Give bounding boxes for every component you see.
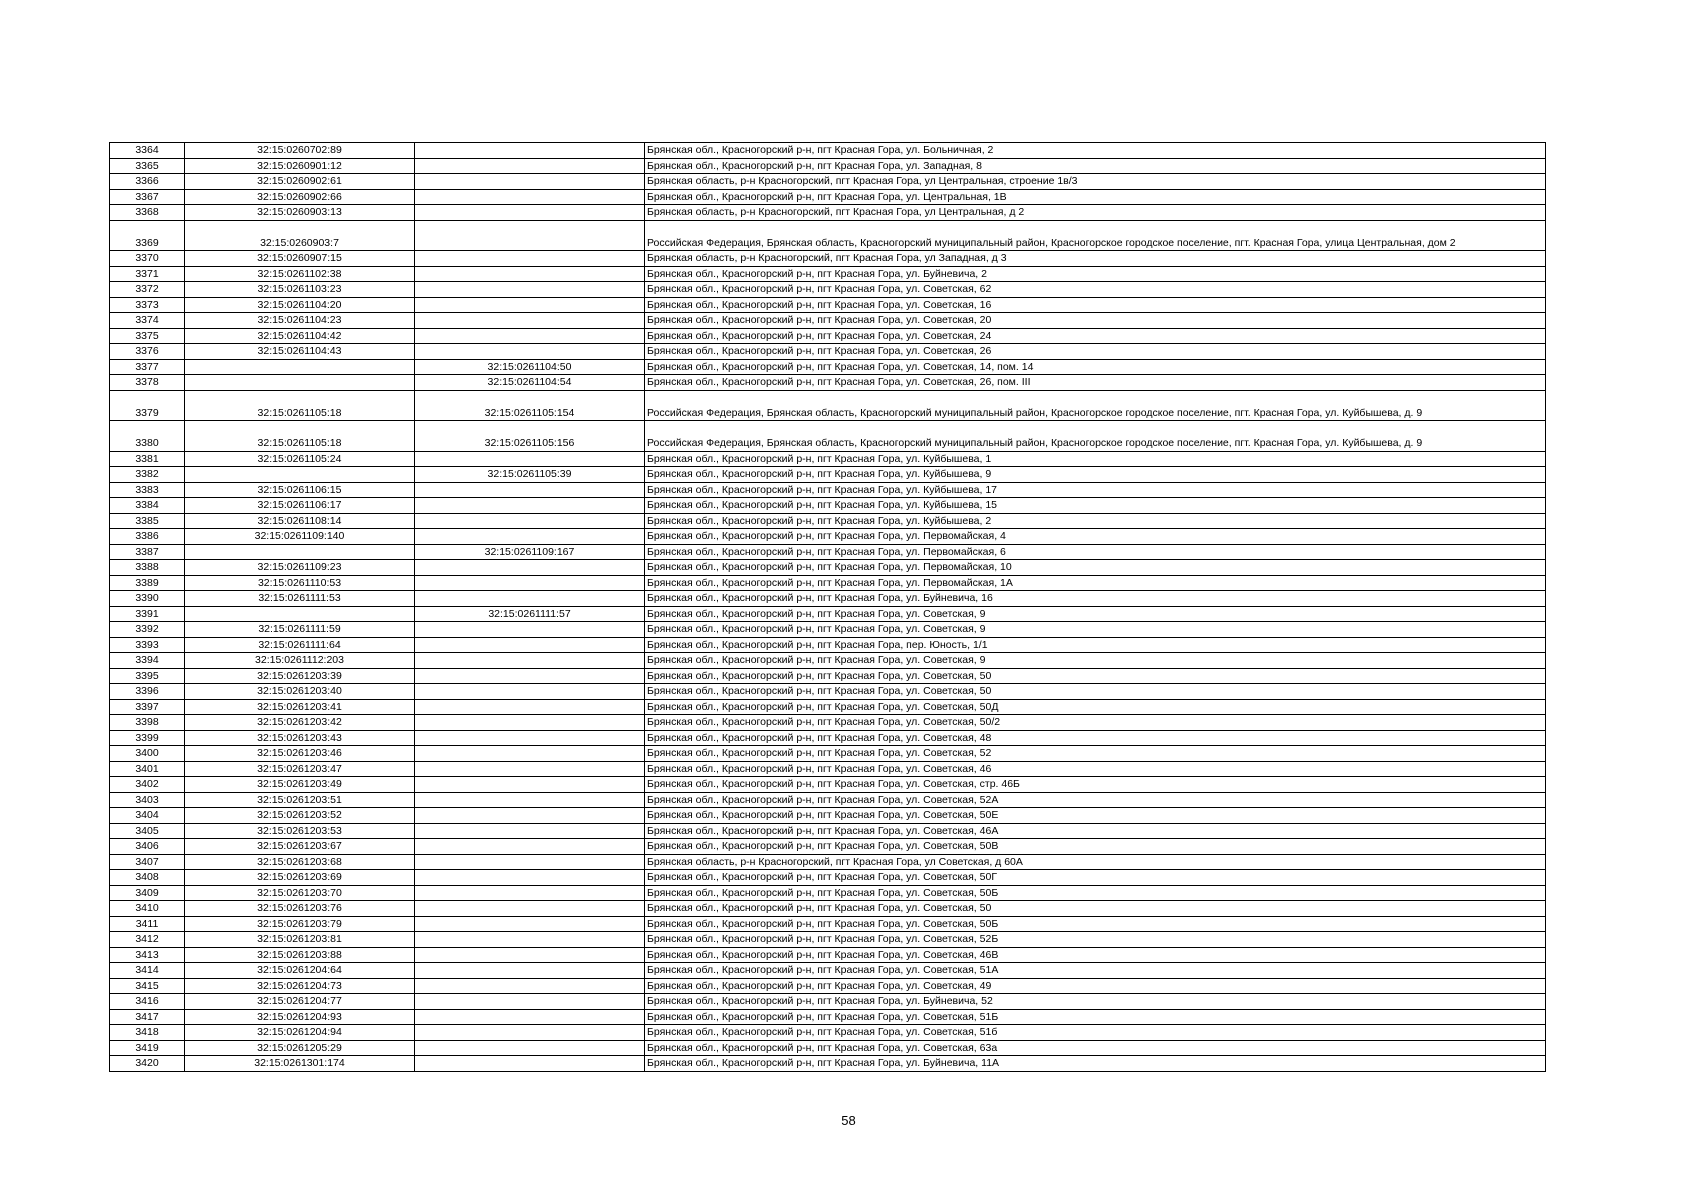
table-row xyxy=(110,451,1546,467)
sub-object-number-cell: 32:15:0261105:154 xyxy=(415,390,645,421)
sub-object-number-cell xyxy=(415,777,645,793)
row-number-cell: 3414 xyxy=(110,963,185,979)
sub-object-number-cell xyxy=(415,1009,645,1025)
row-number-cell: 3396 xyxy=(110,684,185,700)
row-number-cell: 3390 xyxy=(110,591,185,607)
address-cell: Брянская обл., Красногорский р-н, пгт Красная Гора, ул. Советская, 63а xyxy=(645,1040,1546,1056)
cadastral-number-cell: 32:15:0261104:42 xyxy=(185,328,415,344)
row-number-cell: 3367 xyxy=(110,189,185,205)
sub-object-number-cell xyxy=(415,808,645,824)
sub-object-number-cell: 32:15:0261109:167 xyxy=(415,544,645,560)
cadastral-number-cell: 32:15:0261111:64 xyxy=(185,637,415,653)
sub-object-number-cell xyxy=(415,174,645,190)
sub-object-number-cell xyxy=(415,1040,645,1056)
sub-object-number-cell xyxy=(415,282,645,298)
page-number: 58 xyxy=(841,1113,856,1128)
row-number-cell: 3398 xyxy=(110,715,185,731)
address-cell: Брянская обл., Красногорский р-н, пгт Красная Гора, ул. Советская, 50В xyxy=(645,839,1546,855)
address-cell: Брянская обл., Красногорский р-н, пгт Красная Гора, ул. Первомайская, 6 xyxy=(645,544,1546,560)
row-number-cell: 3373 xyxy=(110,297,185,313)
address-cell: Брянская обл., Красногорский р-н, пгт Красная Гора, ул. Буйневича, 52 xyxy=(645,994,1546,1010)
sub-object-number-cell xyxy=(415,344,645,360)
address-cell: Брянская обл., Красногорский р-н, пгт Красная Гора, ул. Буйневича, 11А xyxy=(645,1056,1546,1072)
sub-object-number-cell xyxy=(415,854,645,870)
address-cell: Брянская область, р-н Красногорский, пгт Красная Гора, ул Центральная, д 2 xyxy=(645,205,1546,221)
address-cell: Брянская обл., Красногорский р-н, пгт Красная Гора, ул. Советская, 50Б xyxy=(645,885,1546,901)
cadastral-number-cell: 32:15:0261204:77 xyxy=(185,994,415,1010)
address-cell: Брянская обл., Красногорский р-н, пгт Красная Гора, ул. Больничная, 2 xyxy=(645,143,1546,159)
cadastral-number-cell: 32:15:0261203:81 xyxy=(185,932,415,948)
cadastral-number-cell: 32:15:0261111:53 xyxy=(185,591,415,607)
cadastral-number-cell: 32:15:0261205:29 xyxy=(185,1040,415,1056)
cadastral-number-cell: 32:15:0261102:38 xyxy=(185,266,415,282)
cadastral-number-cell: 32:15:0261204:64 xyxy=(185,963,415,979)
row-number-cell: 3375 xyxy=(110,328,185,344)
address-cell: Брянская обл., Красногорский р-н, пгт Красная Гора, ул. Советская, 51Б xyxy=(645,1009,1546,1025)
address-cell: Брянская обл., Красногорский р-н, пгт Красная Гора, ул. Буйневича, 2 xyxy=(645,266,1546,282)
row-number-cell: 3381 xyxy=(110,451,185,467)
cadastral-number-cell: 32:15:0261203:40 xyxy=(185,684,415,700)
row-number-cell: 3379 xyxy=(110,390,185,421)
sub-object-number-cell xyxy=(415,313,645,329)
row-number-cell: 3372 xyxy=(110,282,185,298)
address-cell: Брянская обл., Красногорский р-н, пгт Красная Гора, ул. Советская, 46В xyxy=(645,947,1546,963)
row-number-cell: 3411 xyxy=(110,916,185,932)
address-cell: Брянская обл., Красногорский р-н, пгт Красная Гора, ул. Советская, 46 xyxy=(645,761,1546,777)
table-row xyxy=(110,467,1546,483)
row-number-cell: 3383 xyxy=(110,482,185,498)
table-row xyxy=(110,854,1546,870)
cadastral-number-cell: 32:15:0261203:79 xyxy=(185,916,415,932)
cadastral-number-cell: 32:15:0261105:18 xyxy=(185,390,415,421)
cadastral-number-cell: 32:15:0261204:73 xyxy=(185,978,415,994)
sub-object-number-cell xyxy=(415,1025,645,1041)
table-row xyxy=(110,328,1546,344)
sub-object-number-cell xyxy=(415,730,645,746)
table-row xyxy=(110,1009,1546,1025)
address-cell: Российская Федерация, Брянская область, Красногорский муниципальный район, Красногорское городское поселение, пгт. Красная Гора, ул. Куйбышева, д. 9 xyxy=(645,390,1546,421)
cadastral-number-cell: 32:15:0261203:76 xyxy=(185,901,415,917)
row-number-cell: 3371 xyxy=(110,266,185,282)
table-row xyxy=(110,375,1546,391)
row-number-cell: 3387 xyxy=(110,544,185,560)
cadastral-number-cell: 32:15:0261203:52 xyxy=(185,808,415,824)
sub-object-number-cell xyxy=(415,498,645,514)
row-number-cell: 3408 xyxy=(110,870,185,886)
table-row xyxy=(110,544,1546,560)
cadastral-number-cell: 32:15:0261203:39 xyxy=(185,668,415,684)
sub-object-number-cell xyxy=(415,653,645,669)
address-cell: Брянская обл., Красногорский р-н, пгт Красная Гора, ул. Советская, 52 xyxy=(645,746,1546,762)
row-number-cell: 3413 xyxy=(110,947,185,963)
address-cell: Брянская обл., Красногорский р-н, пгт Красная Гора, ул. Советская, 9 xyxy=(645,653,1546,669)
address-cell: Брянская обл., Красногорский р-н, пгт Красная Гора, ул. Советская, 50 xyxy=(645,684,1546,700)
row-number-cell: 3366 xyxy=(110,174,185,190)
cadastral-number-cell: 32:15:0261105:24 xyxy=(185,451,415,467)
table-row xyxy=(110,792,1546,808)
cadastral-number-cell: 32:15:0261203:53 xyxy=(185,823,415,839)
row-number-cell: 3364 xyxy=(110,143,185,159)
sub-object-number-cell xyxy=(415,189,645,205)
table-row xyxy=(110,390,1546,421)
table-row xyxy=(110,761,1546,777)
cadastral-number-cell: 32:15:0261203:51 xyxy=(185,792,415,808)
address-cell: Брянская обл., Красногорский р-н, пгт Красная Гора, ул. Куйбышева, 15 xyxy=(645,498,1546,514)
cadastral-number-cell: 32:15:0261104:20 xyxy=(185,297,415,313)
address-cell: Брянская обл., Красногорский р-н, пгт Красная Гора, ул. Советская, 9 xyxy=(645,606,1546,622)
address-cell: Брянская обл., Красногорский р-н, пгт Красная Гора, ул. Советская, 14, пом. 14 xyxy=(645,359,1546,375)
table-row xyxy=(110,622,1546,638)
table-row xyxy=(110,297,1546,313)
cadastral-number-cell xyxy=(185,606,415,622)
address-cell: Брянская обл., Красногорский р-н, пгт Красная Гора, ул. Куйбышева, 2 xyxy=(645,513,1546,529)
cadastral-number-cell: 32:15:0261109:140 xyxy=(185,529,415,545)
row-number-cell: 3399 xyxy=(110,730,185,746)
cadastral-number-cell: 32:15:0261203:70 xyxy=(185,885,415,901)
cadastral-number-cell: 32:15:0261112:203 xyxy=(185,653,415,669)
address-cell: Брянская обл., Красногорский р-н, пгт Красная Гора, ул. Советская, 48 xyxy=(645,730,1546,746)
table-row xyxy=(110,606,1546,622)
table-row xyxy=(110,560,1546,576)
row-number-cell: 3405 xyxy=(110,823,185,839)
address-cell: Брянская обл., Красногорский р-н, пгт Красная Гора, ул. Советская, 50Г xyxy=(645,870,1546,886)
cadastral-number-cell: 32:15:0261108:14 xyxy=(185,513,415,529)
row-number-cell: 3410 xyxy=(110,901,185,917)
sub-object-number-cell: 32:15:0261105:39 xyxy=(415,467,645,483)
row-number-cell: 3418 xyxy=(110,1025,185,1041)
table-row xyxy=(110,313,1546,329)
cadastral-number-cell: 32:15:0261106:15 xyxy=(185,482,415,498)
records-table xyxy=(109,142,1546,1072)
sub-object-number-cell xyxy=(415,591,645,607)
sub-object-number-cell xyxy=(415,266,645,282)
table-row xyxy=(110,421,1546,452)
cadastral-number-cell: 32:15:0261104:23 xyxy=(185,313,415,329)
table-row xyxy=(110,220,1546,251)
sub-object-number-cell xyxy=(415,963,645,979)
sub-object-number-cell xyxy=(415,668,645,684)
sub-object-number-cell xyxy=(415,1056,645,1072)
sub-object-number-cell xyxy=(415,792,645,808)
row-number-cell: 3385 xyxy=(110,513,185,529)
address-cell: Брянская обл., Красногорский р-н, пгт Красная Гора, ул. Советская, 24 xyxy=(645,328,1546,344)
sub-object-number-cell xyxy=(415,761,645,777)
cadastral-number-cell: 32:15:0261203:41 xyxy=(185,699,415,715)
sub-object-number-cell xyxy=(415,451,645,467)
sub-object-number-cell xyxy=(415,839,645,855)
cadastral-number-cell: 32:15:0261203:43 xyxy=(185,730,415,746)
table-row xyxy=(110,359,1546,375)
sub-object-number-cell xyxy=(415,220,645,251)
table-row xyxy=(110,575,1546,591)
row-number-cell: 3382 xyxy=(110,467,185,483)
address-cell: Брянская обл., Красногорский р-н, пгт Красная Гора, ул. Советская, 20 xyxy=(645,313,1546,329)
cadastral-number-cell: 32:15:0260902:66 xyxy=(185,189,415,205)
row-number-cell: 3401 xyxy=(110,761,185,777)
row-number-cell: 3397 xyxy=(110,699,185,715)
row-number-cell: 3391 xyxy=(110,606,185,622)
table-row xyxy=(110,1040,1546,1056)
address-cell: Брянская обл., Красногорский р-н, пгт Красная Гора, ул. Советская, 16 xyxy=(645,297,1546,313)
row-number-cell: 3420 xyxy=(110,1056,185,1072)
address-cell: Брянская обл., Красногорский р-н, пгт Красная Гора, ул. Буйневича, 16 xyxy=(645,591,1546,607)
row-number-cell: 3378 xyxy=(110,375,185,391)
cadastral-number-cell: 32:15:0261204:93 xyxy=(185,1009,415,1025)
address-cell: Брянская обл., Красногорский р-н, пгт Красная Гора, ул. Куйбышева, 1 xyxy=(645,451,1546,467)
cadastral-number-cell: 32:15:0260903:13 xyxy=(185,205,415,221)
address-cell: Брянская обл., Красногорский р-н, пгт Красная Гора, ул. Советская, 26, пом. III xyxy=(645,375,1546,391)
table-row xyxy=(110,994,1546,1010)
sub-object-number-cell xyxy=(415,297,645,313)
table-row xyxy=(110,1056,1546,1072)
table-row xyxy=(110,715,1546,731)
sub-object-number-cell xyxy=(415,699,645,715)
cadastral-number-cell: 32:15:0261203:69 xyxy=(185,870,415,886)
address-cell: Брянская обл., Красногорский р-н, пгт Красная Гора, пер. Юность, 1/1 xyxy=(645,637,1546,653)
cadastral-number-cell: 32:15:0261203:88 xyxy=(185,947,415,963)
sub-object-number-cell xyxy=(415,622,645,638)
cadastral-number-cell: 32:15:0261203:46 xyxy=(185,746,415,762)
address-cell: Брянская обл., Красногорский р-н, пгт Красная Гора, ул. Советская, стр. 46Б xyxy=(645,777,1546,793)
row-number-cell: 3412 xyxy=(110,932,185,948)
address-cell: Брянская обл., Красногорский р-н, пгт Красная Гора, ул. Западная, 8 xyxy=(645,158,1546,174)
row-number-cell: 3419 xyxy=(110,1040,185,1056)
cadastral-number-cell: 32:15:0260702:89 xyxy=(185,143,415,159)
address-cell: Российская Федерация, Брянская область, Красногорский муниципальный район, Красногорское городское поселение, пгт. Красная Гора, ул. Куйбышева, д. 9 xyxy=(645,421,1546,452)
cadastral-number-cell: 32:15:0261204:94 xyxy=(185,1025,415,1041)
row-number-cell: 3404 xyxy=(110,808,185,824)
row-number-cell: 3376 xyxy=(110,344,185,360)
address-cell: Российская Федерация, Брянская область, Красногорский муниципальный район, Красногорское городское поселение, пгт. Красная Гора, улица Центральная, дом 2 xyxy=(645,220,1546,251)
table-row xyxy=(110,823,1546,839)
table-row xyxy=(110,1025,1546,1041)
address-cell: Брянская обл., Красногорский р-н, пгт Красная Гора, ул. Центральная, 1В xyxy=(645,189,1546,205)
sub-object-number-cell: 32:15:0261104:54 xyxy=(415,375,645,391)
cadastral-number-cell xyxy=(185,467,415,483)
table-row xyxy=(110,777,1546,793)
address-cell: Брянская обл., Красногорский р-н, пгт Красная Гора, ул. Советская, 50/2 xyxy=(645,715,1546,731)
sub-object-number-cell xyxy=(415,143,645,159)
table-row xyxy=(110,482,1546,498)
cadastral-number-cell: 32:15:0261103:23 xyxy=(185,282,415,298)
row-number-cell: 3368 xyxy=(110,205,185,221)
sub-object-number-cell: 32:15:0261105:156 xyxy=(415,421,645,452)
address-cell: Брянская обл., Красногорский р-н, пгт Красная Гора, ул. Первомайская, 4 xyxy=(645,529,1546,545)
row-number-cell: 3384 xyxy=(110,498,185,514)
cadastral-number-cell: 32:15:0261203:47 xyxy=(185,761,415,777)
table-row xyxy=(110,885,1546,901)
address-cell: Брянская обл., Красногорский р-н, пгт Красная Гора, ул. Советская, 50Д xyxy=(645,699,1546,715)
row-number-cell: 3386 xyxy=(110,529,185,545)
row-number-cell: 3394 xyxy=(110,653,185,669)
cadastral-number-cell xyxy=(185,544,415,560)
sub-object-number-cell xyxy=(415,529,645,545)
sub-object-number-cell xyxy=(415,482,645,498)
table-row xyxy=(110,653,1546,669)
address-cell: Брянская обл., Красногорский р-н, пгт Красная Гора, ул. Советская, 50Е xyxy=(645,808,1546,824)
sub-object-number-cell xyxy=(415,994,645,1010)
address-cell: Брянская обл., Красногорский р-н, пгт Красная Гора, ул. Советская, 51б xyxy=(645,1025,1546,1041)
sub-object-number-cell xyxy=(415,870,645,886)
row-number-cell: 3417 xyxy=(110,1009,185,1025)
row-number-cell: 3403 xyxy=(110,792,185,808)
sub-object-number-cell xyxy=(415,575,645,591)
table-row xyxy=(110,668,1546,684)
address-cell: Брянская обл., Красногорский р-н, пгт Красная Гора, ул. Советская, 62 xyxy=(645,282,1546,298)
cadastral-number-cell: 32:15:0261109:23 xyxy=(185,560,415,576)
row-number-cell: 3389 xyxy=(110,575,185,591)
cadastral-number-cell: 32:15:0260907:15 xyxy=(185,251,415,267)
address-cell: Брянская обл., Красногорский р-н, пгт Красная Гора, ул. Куйбышева, 9 xyxy=(645,467,1546,483)
sub-object-number-cell: 32:15:0261111:57 xyxy=(415,606,645,622)
table-row xyxy=(110,513,1546,529)
table-row xyxy=(110,498,1546,514)
table-row xyxy=(110,746,1546,762)
cadastral-number-cell: 32:15:0260901:12 xyxy=(185,158,415,174)
address-cell: Брянская обл., Красногорский р-н, пгт Красная Гора, ул. Советская, 52А xyxy=(645,792,1546,808)
sub-object-number-cell xyxy=(415,251,645,267)
table-row xyxy=(110,963,1546,979)
table-row xyxy=(110,808,1546,824)
table-row xyxy=(110,730,1546,746)
sub-object-number-cell: 32:15:0261104:50 xyxy=(415,359,645,375)
table-row xyxy=(110,266,1546,282)
table-row xyxy=(110,699,1546,715)
address-cell: Брянская обл., Красногорский р-н, пгт Красная Гора, ул. Советская, 52Б xyxy=(645,932,1546,948)
sub-object-number-cell xyxy=(415,158,645,174)
address-cell: Брянская обл., Красногорский р-н, пгт Красная Гора, ул. Первомайская, 10 xyxy=(645,560,1546,576)
address-cell: Брянская обл., Красногорский р-н, пгт Красная Гора, ул. Советская, 49 xyxy=(645,978,1546,994)
sub-object-number-cell xyxy=(415,560,645,576)
table-row xyxy=(110,839,1546,855)
address-cell: Брянская обл., Красногорский р-н, пгт Красная Гора, ул. Советская, 50 xyxy=(645,668,1546,684)
sub-object-number-cell xyxy=(415,513,645,529)
cadastral-number-cell: 32:15:0261104:43 xyxy=(185,344,415,360)
cadastral-number-cell: 32:15:0261111:59 xyxy=(185,622,415,638)
row-number-cell: 3395 xyxy=(110,668,185,684)
sub-object-number-cell xyxy=(415,978,645,994)
row-number-cell: 3369 xyxy=(110,220,185,251)
sub-object-number-cell xyxy=(415,885,645,901)
table-row xyxy=(110,344,1546,360)
cadastral-number-cell xyxy=(185,375,415,391)
table-row xyxy=(110,591,1546,607)
sub-object-number-cell xyxy=(415,205,645,221)
table-row xyxy=(110,916,1546,932)
table-row xyxy=(110,978,1546,994)
cadastral-number-cell: 32:15:0261301:174 xyxy=(185,1056,415,1072)
address-cell: Брянская обл., Красногорский р-н, пгт Красная Гора, ул. Советская, 9 xyxy=(645,622,1546,638)
cadastral-number-cell xyxy=(185,359,415,375)
address-cell: Брянская область, р-н Красногорский, пгт Красная Гора, ул Западная, д 3 xyxy=(645,251,1546,267)
row-number-cell: 3374 xyxy=(110,313,185,329)
row-number-cell: 3370 xyxy=(110,251,185,267)
cadastral-number-cell: 32:15:0261203:67 xyxy=(185,839,415,855)
table-row xyxy=(110,282,1546,298)
cadastral-number-cell: 32:15:0261203:49 xyxy=(185,777,415,793)
sub-object-number-cell xyxy=(415,684,645,700)
address-cell: Брянская обл., Красногорский р-н, пгт Красная Гора, ул. Советская, 50 xyxy=(645,901,1546,917)
cadastral-number-cell: 32:15:0261110:53 xyxy=(185,575,415,591)
sub-object-number-cell xyxy=(415,715,645,731)
row-number-cell: 3416 xyxy=(110,994,185,1010)
address-cell: Брянская область, р-н Красногорский, пгт Красная Гора, ул Центральная, строение 1в/3 xyxy=(645,174,1546,190)
cadastral-number-cell: 32:15:0261105:18 xyxy=(185,421,415,452)
address-cell: Брянская обл., Красногорский р-н, пгт Красная Гора, ул. Первомайская, 1А xyxy=(645,575,1546,591)
sub-object-number-cell xyxy=(415,901,645,917)
row-number-cell: 3393 xyxy=(110,637,185,653)
sub-object-number-cell xyxy=(415,947,645,963)
address-cell: Брянская обл., Красногорский р-н, пгт Красная Гора, ул. Советская, 46А xyxy=(645,823,1546,839)
row-number-cell: 3415 xyxy=(110,978,185,994)
table-row xyxy=(110,637,1546,653)
sub-object-number-cell xyxy=(415,328,645,344)
row-number-cell: 3407 xyxy=(110,854,185,870)
table-row xyxy=(110,158,1546,174)
row-number-cell: 3365 xyxy=(110,158,185,174)
address-cell: Брянская обл., Красногорский р-н, пгт Красная Гора, ул. Советская, 51А xyxy=(645,963,1546,979)
row-number-cell: 3392 xyxy=(110,622,185,638)
row-number-cell: 3388 xyxy=(110,560,185,576)
address-cell: Брянская обл., Красногорский р-н, пгт Красная Гора, ул. Советская, 50Б xyxy=(645,916,1546,932)
table-row xyxy=(110,870,1546,886)
table-row xyxy=(110,174,1546,190)
sub-object-number-cell xyxy=(415,746,645,762)
row-number-cell: 3380 xyxy=(110,421,185,452)
address-cell: Брянская обл., Красногорский р-н, пгт Красная Гора, ул. Советская, 26 xyxy=(645,344,1546,360)
cadastral-number-cell: 32:15:0261203:42 xyxy=(185,715,415,731)
sub-object-number-cell xyxy=(415,637,645,653)
row-number-cell: 3406 xyxy=(110,839,185,855)
table-row xyxy=(110,901,1546,917)
address-cell: Брянская область, р-н Красногорский, пгт Красная Гора, ул Советская, д 60А xyxy=(645,854,1546,870)
table-row xyxy=(110,205,1546,221)
cadastral-number-cell: 32:15:0261203:68 xyxy=(185,854,415,870)
table-row xyxy=(110,529,1546,545)
cadastral-number-cell: 32:15:0260902:61 xyxy=(185,174,415,190)
table-row xyxy=(110,143,1546,159)
cadastral-number-cell: 32:15:0260903:7 xyxy=(185,220,415,251)
sub-object-number-cell xyxy=(415,823,645,839)
cadastral-number-cell: 32:15:0261106:17 xyxy=(185,498,415,514)
row-number-cell: 3402 xyxy=(110,777,185,793)
table-row xyxy=(110,684,1546,700)
sub-object-number-cell xyxy=(415,916,645,932)
table-row xyxy=(110,947,1546,963)
table-row xyxy=(110,251,1546,267)
sub-object-number-cell xyxy=(415,932,645,948)
address-cell: Брянская обл., Красногорский р-н, пгт Красная Гора, ул. Куйбышева, 17 xyxy=(645,482,1546,498)
row-number-cell: 3409 xyxy=(110,885,185,901)
table-row xyxy=(110,189,1546,205)
records-table-body xyxy=(110,143,1546,1072)
table-row xyxy=(110,932,1546,948)
row-number-cell: 3377 xyxy=(110,359,185,375)
row-number-cell: 3400 xyxy=(110,746,185,762)
